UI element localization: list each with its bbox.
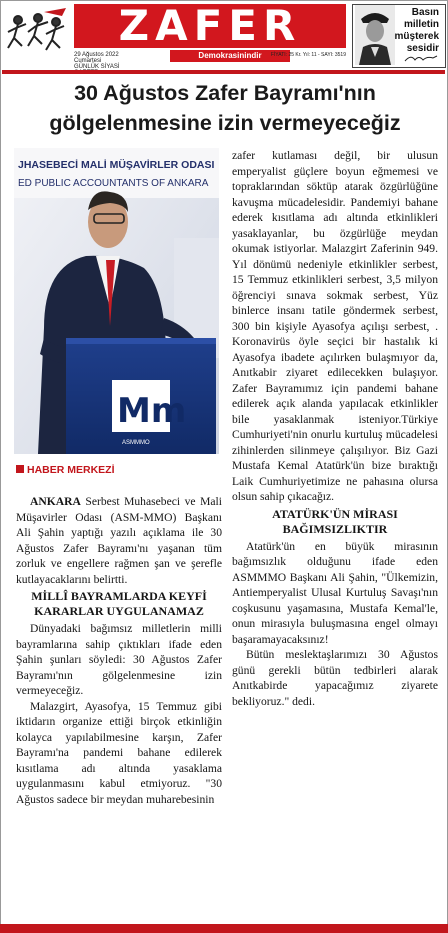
- masthead-slogan: Demokrasinindir: [170, 50, 290, 62]
- masthead-divider: [2, 70, 445, 74]
- ataturk-quote-box: [352, 4, 446, 68]
- ataturk-signature: [403, 52, 439, 64]
- subheading: ATATÜRK'ÜN MİRASI BAĞIMSIZLIKTIR: [272, 506, 398, 536]
- masthead: [2, 2, 445, 70]
- masthead-date: 29 Ağustos 2022 Cumartesi GÜNLÜK SİYASİ: [74, 52, 120, 70]
- article-photo: [14, 148, 219, 454]
- photo-banner-line1: JHASEBECİ MALİ MÜŞAVİRLER ODASI: [18, 159, 215, 171]
- article-column-2: [232, 148, 438, 709]
- page-bottom-bar: [0, 924, 448, 933]
- paragraph: Dünyadaki bağımsız milletlerin milli bayramlarına sahip çıktıkları ifade eden Şahin şunları söyledi: 30 Ağustos Zafer Bayramı'nın gölgelenmesine izin vermeyeceğiz.: [16, 622, 222, 697]
- photo-banner-line2: ED PUBLIC ACCOUNTANTS OF ANKARA: [18, 178, 209, 189]
- newspaper-title: ZAFER: [74, 4, 346, 48]
- byline-square-icon: [16, 465, 24, 473]
- byline: HABER MERKEZİ: [16, 464, 115, 476]
- paragraph: zafer kutlaması değil, bir ulusun emperyalist güçlere boyun eğmemesi ve topraklarından söktüp atarak özgürlüğüne kavuşma mücadelesidir. Pandemiyi bahane ederek kısıtlama adı altında etkinlikleri yasaklayanlar, bu özgürlüğe meydan okumak istiyorlar. Malazgirt Zaferinin 949. Yıl dönümü nedeniyle etkinlikler serbest, 15 Temmuz etkinlikleri serbest, 3,5 milyon öğrenciyi sınava sokmak serbest, Yüz binlerce insanı tatile göndermek serbest, 300 bin kişiyle Ayasofya açılışı serbest, . Koronavirüs öyle seçici bir hastalık ki Ayasofya ibadete açılırken bulaşmıyor da, Anıtkabir ziyaret edilecekken bulaşıyor. Zafer Bayramımız için pandemi bahane edilerek açık alanda yapılacak etkinlikler bile yasaklanmak isteniyor.Türkiye Cumhuriyeti'nin onurlu kurtuluş mücadelesi zihinlerden silinmeye çalışılıyor. Biz Gazi Mustafa Kemal Atatürk'ün bize bıraktığı Laik Cumhuriyetimize ne pahasına olursa olsun sahip çıkacağız.: [232, 149, 438, 503]
- article-headline: 30 Ağustos Zafer Bayramı'nın gölgelenmesine izin vermeyeceğiz: [49, 81, 401, 135]
- masthead-info-strip: [74, 50, 346, 70]
- running-figures-logo: [4, 6, 70, 64]
- photo-podium-caption: ASMMMO: [122, 440, 150, 446]
- ataturk-quote: Basın milletin müşterek sesidir: [394, 7, 439, 54]
- subheading: MİLLÎ BAYRAMLARDA KEYFİ KARARLAR UYGULANAMAZ: [31, 589, 207, 618]
- paragraph: ANKARA Serbest Muhasebeci ve Mali Müşavirler Odası (ASM-MMO) Başkanı Ali Şahin yaptığı yazılı açıklama ile 30 Ağustos Zafer Bayramı'nı yaşanan tüm zorluk ve engellere rağmen şan ve şerefle kutlayacaklarını belirtti.: [16, 495, 222, 586]
- paragraph: Bütün meslektaşlarımızı 30 Ağustos günü gerekli bütün tedbirleri alarak Anıtkabirde yapacağımız ziyarete bekliyoruz." dedi.: [232, 648, 438, 708]
- paragraph: Malazgirt, Ayasofya, 15 Temmuz gibi iktidarın organize ettiği birçok etkinliğin kolayca yapılabilmesine karşın, Zafer Bayramı'na pandemi bahane edilerek kısıtlama adı altında yasaklama uygulanmasını kabul etmiyoruz. "30 Ağustos sadece bir meydan muharebesinin: [16, 699, 222, 806]
- article-column-1: [16, 494, 222, 807]
- photo-podium-logo: Mm: [117, 391, 187, 431]
- masthead-price: FİYATI: 25 Kr. Yıl: 11 - SAYI: 3519: [270, 52, 346, 58]
- paragraph: Atatürk'ün en büyük mirasının bağımsızlık olduğunu ifade eden ASMMMO Başkanı Ali Şahin, "Ülkemizin, Antiemperyalist Ulusal Kurtuluş Savaşı'nın coşkusunu yaşamasına, Mustafa Kemal'le, onun mirasıyla buluşmasına engel olmayı başaramayacaksınız!: [232, 539, 438, 646]
